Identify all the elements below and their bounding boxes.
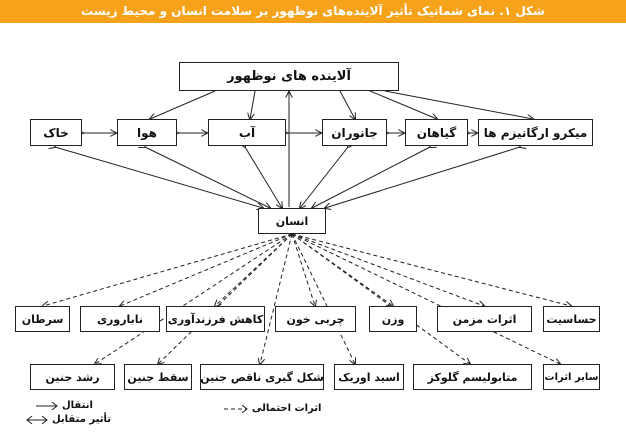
legend-transfer [36, 400, 93, 411]
node-animals: جانوران [322, 119, 387, 146]
dashed-effect-arrow [292, 234, 355, 364]
node-cancer: سرطان [15, 306, 70, 332]
node-emerging-pollutants: آلاینده های نوظهور [179, 62, 399, 91]
figure-title: شکل ۱. نمای شماتیک تأثیر آلاینده‌های نوظهور بر سلامت انسان و محیط زیست [0, 0, 626, 23]
node-infertility: ناباروری [80, 306, 160, 332]
node-other-effects: سایر اثرات [543, 364, 600, 390]
mutual-animals-human [300, 147, 348, 208]
node-water: آب [208, 119, 286, 146]
dashed-arrow-icon [224, 405, 248, 413]
double-arrow-icon [26, 416, 48, 424]
arrow-to-animals [340, 91, 355, 119]
dashed-effect-arrow [292, 234, 470, 364]
dashed-effect-arrow [95, 234, 292, 364]
node-fetal-malformation: شکل گیری ناقص جنین [200, 364, 324, 390]
node-soil: خاک [30, 119, 82, 146]
mutual-micro-human [325, 147, 520, 208]
node-chronic-effects: اثرات مزمن [437, 306, 532, 332]
node-blood-fat: چربی خون [275, 306, 356, 332]
dashed-effect-arrow [292, 234, 571, 306]
node-glucose-metabolism: متابولیسم گلوکز [413, 364, 532, 390]
node-air: هوا [117, 119, 177, 146]
node-sensitivity: حساسیت [543, 306, 600, 332]
arrow-to-plants [370, 91, 437, 119]
legend-mutual-label: تأثیر متقابل [52, 414, 111, 425]
dashed-effect-arrow [292, 234, 315, 306]
legend-mutual [26, 414, 111, 425]
dashed-effect-arrow [120, 234, 292, 306]
dashed-effect-arrow [292, 234, 484, 306]
mutual-soil-human [55, 147, 263, 208]
dashed-effect-arrow [292, 234, 393, 306]
node-human: انسان [258, 208, 326, 234]
dashed-effect-arrow [158, 234, 292, 364]
node-uric-acid: اسید اوریک [334, 364, 404, 390]
node-fetal-growth: رشد جنین [30, 364, 115, 390]
legend-possible [224, 403, 321, 414]
legend-possible-label: اثرات احتمالی [252, 403, 322, 414]
node-microorganisms: میکرو ارگانیزم ها [478, 119, 593, 146]
legend-transfer-label: انتقال [62, 400, 93, 411]
node-reduced-fertility: کاهش فرزندآوری [166, 306, 265, 332]
node-miscarriage: سقط جنین [124, 364, 192, 390]
arrow-to-micro [385, 91, 533, 119]
node-weight: وزن [369, 306, 417, 332]
arrow-right-icon [36, 402, 58, 410]
mutual-plants-human [312, 147, 430, 208]
mutual-air-human [145, 147, 270, 208]
arrow-to-air [150, 91, 215, 119]
arrow-to-water [250, 91, 255, 119]
dashed-effect-arrow [260, 234, 292, 364]
node-plants: گیاهان [405, 119, 468, 146]
dashed-effect-arrow [292, 234, 560, 364]
